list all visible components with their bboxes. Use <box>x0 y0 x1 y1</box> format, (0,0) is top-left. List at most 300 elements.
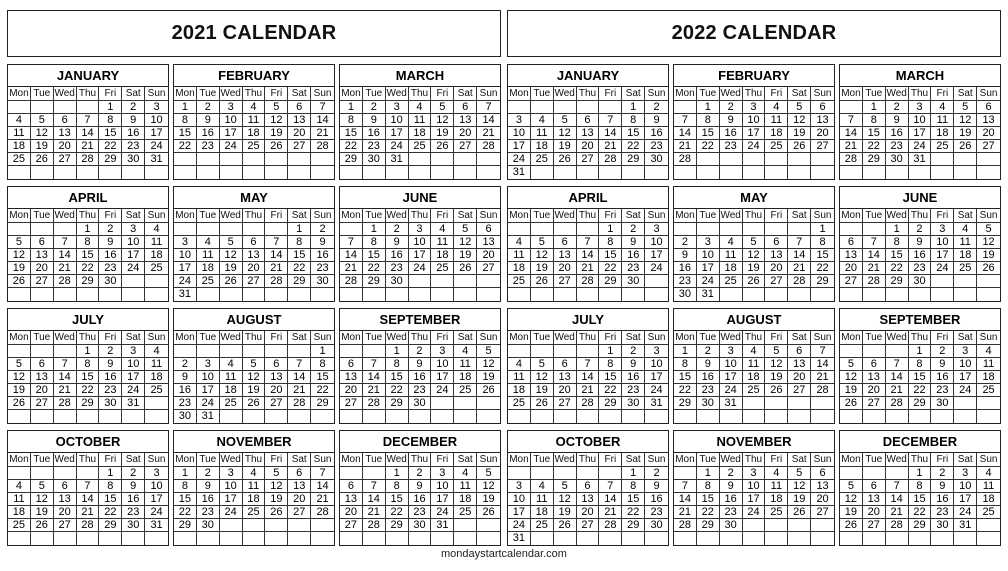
date-cell: 25 <box>454 506 477 518</box>
date-cell: 20 <box>863 506 886 518</box>
week-row <box>674 384 834 397</box>
date-cell <box>577 166 600 179</box>
month-card <box>173 186 335 302</box>
date-cell <box>288 166 311 179</box>
date-cell: 16 <box>363 127 386 139</box>
date-cell: 2 <box>174 358 197 370</box>
date-cell: 9 <box>720 480 743 492</box>
year-panel-2021 <box>7 10 501 546</box>
weekday-header-row <box>674 87 834 101</box>
weekday-label: Sat <box>788 453 811 466</box>
weekday-label: Mon <box>8 331 31 344</box>
weekday-label: Sun <box>813 454 832 465</box>
date-cell <box>477 532 500 545</box>
weekday-label: Mon <box>508 209 531 222</box>
date-cell: 8 <box>363 236 386 248</box>
week-row <box>840 467 1000 480</box>
date-cell: 20 <box>816 493 829 505</box>
date-cell: 8 <box>622 114 645 126</box>
date-cell: 19 <box>454 249 477 261</box>
date-cell <box>431 532 454 545</box>
week-row <box>174 101 334 114</box>
date-cell <box>145 532 168 545</box>
week-row <box>840 249 1000 262</box>
date-cell: 1 <box>386 345 409 357</box>
weekday-label: Sat <box>288 453 311 466</box>
week-row <box>8 262 168 275</box>
week-row <box>8 127 168 140</box>
weekday-label: Tue <box>531 87 554 100</box>
date-cell <box>363 532 386 545</box>
date-cell: 23 <box>197 506 220 518</box>
date-cell <box>531 467 554 479</box>
weekday-label: Sun <box>647 332 666 343</box>
date-cell: 3 <box>909 101 932 113</box>
date-cell: 6 <box>454 101 477 113</box>
week-row <box>174 371 334 384</box>
date-cell: 10 <box>508 127 531 139</box>
date-cell: 19 <box>31 140 54 152</box>
date-cell <box>508 410 531 423</box>
week-row <box>340 371 500 384</box>
date-cell: 22 <box>316 384 329 396</box>
date-cell: 13 <box>577 493 600 505</box>
date-cell: 26 <box>788 140 811 152</box>
weekday-label: Sun <box>147 332 166 343</box>
date-cell: 30 <box>409 519 432 531</box>
date-cell: 28 <box>840 153 863 165</box>
date-cell: 9 <box>386 236 409 248</box>
weekday-label: Thu <box>77 209 100 222</box>
week-row <box>174 288 334 301</box>
weekday-label: Sat <box>622 87 645 100</box>
weekday-label: Wed <box>220 332 241 343</box>
weekday-label: Sun <box>313 332 332 343</box>
date-cell: 15 <box>622 127 645 139</box>
date-cell: 2 <box>122 101 145 113</box>
date-cell: 31 <box>954 519 977 531</box>
date-cell: 19 <box>788 127 811 139</box>
date-cell: 22 <box>99 140 122 152</box>
week-row <box>840 223 1000 236</box>
date-cell: 26 <box>265 506 288 518</box>
date-cell: 1 <box>99 101 122 113</box>
week-row <box>674 371 834 384</box>
date-cell: 6 <box>340 480 363 492</box>
date-cell: 9 <box>674 249 697 261</box>
date-cell: 20 <box>54 506 77 518</box>
date-cell <box>122 288 145 301</box>
date-cell: 19 <box>765 371 788 383</box>
date-cell: 11 <box>454 480 477 492</box>
date-cell: 11 <box>243 114 266 126</box>
weekday-header-row <box>674 453 834 467</box>
week-row <box>674 532 834 545</box>
weekday-label: Wed <box>554 454 575 465</box>
date-cell: 18 <box>531 506 554 518</box>
date-cell: 22 <box>77 384 100 396</box>
month-card <box>673 308 835 424</box>
date-cell: 3 <box>122 345 145 357</box>
date-cell <box>8 288 31 301</box>
weekday-header-row <box>674 331 834 345</box>
date-cell <box>409 288 432 301</box>
weekday-label: Wed <box>54 88 75 99</box>
week-row <box>508 236 668 249</box>
date-cell <box>311 410 334 423</box>
date-cell <box>54 101 77 113</box>
weekday-label: Mon <box>840 87 863 100</box>
date-cell: 25 <box>531 519 554 531</box>
date-cell <box>220 153 243 165</box>
date-cell <box>577 467 600 479</box>
date-cell <box>720 288 743 301</box>
date-cell <box>863 532 886 545</box>
date-cell <box>599 166 622 179</box>
date-cell: 13 <box>54 127 77 139</box>
date-cell: 20 <box>31 384 54 396</box>
date-cell: 12 <box>265 480 288 492</box>
date-cell: 1 <box>363 223 386 235</box>
week-row <box>8 532 168 545</box>
date-cell: 23 <box>99 384 122 396</box>
weekday-label: Tue <box>863 87 886 100</box>
date-cell <box>431 275 454 287</box>
date-cell <box>788 532 811 545</box>
date-cell <box>765 153 788 165</box>
date-cell <box>674 223 697 235</box>
month-name: DECEMBER <box>340 431 500 453</box>
date-cell: 3 <box>508 114 531 126</box>
date-cell: 25 <box>431 262 454 274</box>
date-cell <box>645 166 668 179</box>
week-row <box>674 506 834 519</box>
date-cell: 25 <box>743 384 766 396</box>
date-cell <box>554 532 577 545</box>
date-cell: 31 <box>697 288 720 301</box>
date-cell: 11 <box>508 371 531 383</box>
date-cell: 8 <box>386 480 409 492</box>
date-cell <box>977 288 1000 301</box>
date-cell: 1 <box>319 345 326 357</box>
date-cell: 28 <box>54 397 77 409</box>
month-card <box>839 64 1001 180</box>
week-row <box>508 410 668 423</box>
date-cell: 31 <box>431 519 454 531</box>
date-cell: 4 <box>243 101 266 113</box>
month-card <box>673 430 835 546</box>
week-row <box>508 467 668 480</box>
date-cell: 10 <box>220 480 243 492</box>
date-cell: 25 <box>8 153 31 165</box>
date-cell: 15 <box>674 371 697 383</box>
weekday-label: Wed <box>386 332 407 343</box>
weekday-label: Sat <box>454 453 477 466</box>
weekday-label: Fri <box>265 87 288 100</box>
date-cell: 24 <box>220 140 243 152</box>
date-cell: 12 <box>554 493 577 505</box>
date-cell: 1 <box>909 345 932 357</box>
date-cell: 7 <box>886 358 909 370</box>
weekday-label: Thu <box>77 453 100 466</box>
date-cell <box>220 519 243 531</box>
date-cell <box>599 288 622 301</box>
date-cell: 3 <box>220 467 243 479</box>
date-cell: 29 <box>386 397 409 409</box>
weekday-label: Mon <box>508 453 531 466</box>
date-cell: 4 <box>508 358 531 370</box>
month-name: MAY <box>174 187 334 209</box>
date-cell <box>954 397 977 409</box>
date-cell: 17 <box>150 493 163 505</box>
date-cell: 26 <box>454 262 477 274</box>
date-cell: 30 <box>650 153 663 165</box>
month-card <box>673 186 835 302</box>
date-cell: 26 <box>431 140 454 152</box>
date-cell: 5 <box>265 467 288 479</box>
date-cell <box>363 410 386 423</box>
date-cell: 25 <box>243 140 266 152</box>
date-cell: 25 <box>150 384 163 396</box>
weekday-label: Fri <box>931 453 954 466</box>
week-row <box>674 140 834 153</box>
week-row <box>674 493 834 506</box>
date-cell: 26 <box>482 384 495 396</box>
date-cell <box>674 101 697 113</box>
date-cell: 30 <box>174 410 197 423</box>
date-cell: 16 <box>409 493 432 505</box>
date-cell: 3 <box>743 467 766 479</box>
weekday-label: Fri <box>99 453 122 466</box>
date-cell: 18 <box>431 249 454 261</box>
date-cell <box>431 410 454 423</box>
date-cell: 2 <box>931 467 954 479</box>
date-cell <box>720 532 743 545</box>
date-cell: 4 <box>531 480 554 492</box>
month-name: APRIL <box>508 187 668 209</box>
date-cell: 23 <box>720 506 743 518</box>
date-cell: 7 <box>599 480 622 492</box>
date-cell: 6 <box>54 114 77 126</box>
week-row <box>174 275 334 288</box>
date-cell: 30 <box>720 519 743 531</box>
week-row <box>340 506 500 519</box>
date-cell: 7 <box>674 480 697 492</box>
date-cell: 14 <box>54 249 77 261</box>
date-cell: 20 <box>816 127 829 139</box>
date-cell: 14 <box>674 493 697 505</box>
weekday-label: Wed <box>220 88 241 99</box>
week-row <box>174 467 334 480</box>
date-cell <box>243 532 266 545</box>
week-row <box>674 114 834 127</box>
date-cell: 31 <box>150 519 163 531</box>
month-name: APRIL <box>8 187 168 209</box>
date-cell: 11 <box>220 371 243 383</box>
date-cell: 6 <box>840 236 863 248</box>
week-row <box>8 101 168 114</box>
date-cell <box>765 288 788 301</box>
weekday-label: Wed <box>720 88 741 99</box>
weekday-label: Sun <box>979 332 998 343</box>
weekday-label: Fri <box>599 331 622 344</box>
date-cell: 16 <box>650 493 663 505</box>
weekday-label: Fri <box>431 87 454 100</box>
date-cell <box>622 532 645 545</box>
date-cell: 13 <box>265 371 288 383</box>
date-cell: 14 <box>54 371 77 383</box>
date-cell <box>720 410 743 423</box>
date-cell: 8 <box>77 236 100 248</box>
date-cell: 5 <box>265 101 288 113</box>
date-cell <box>386 410 409 423</box>
date-cell: 30 <box>122 519 145 531</box>
date-cell <box>54 532 77 545</box>
week-row <box>508 358 668 371</box>
date-cell: 23 <box>697 384 720 396</box>
week-row <box>674 397 834 410</box>
date-cell: 3 <box>174 236 197 248</box>
date-cell <box>840 410 863 423</box>
weekday-label: Thu <box>243 331 266 344</box>
date-cell <box>386 288 409 301</box>
date-cell <box>931 532 954 545</box>
date-cell: 24 <box>508 153 531 165</box>
date-cell: 29 <box>77 275 100 287</box>
date-cell: 10 <box>954 480 977 492</box>
week-row <box>840 519 1000 532</box>
date-cell: 17 <box>197 384 220 396</box>
date-cell <box>54 467 77 479</box>
weekday-label: Wed <box>886 210 907 221</box>
date-cell: 29 <box>674 397 697 409</box>
date-cell <box>886 166 909 179</box>
date-cell: 22 <box>909 384 932 396</box>
date-cell: 29 <box>174 519 197 531</box>
week-row <box>340 153 500 166</box>
month-card <box>839 186 1001 302</box>
date-cell <box>288 410 311 423</box>
date-cell: 26 <box>554 519 577 531</box>
week-row <box>840 493 1000 506</box>
weekday-label: Tue <box>363 87 386 100</box>
date-cell: 25 <box>954 262 977 274</box>
date-cell: 12 <box>554 127 577 139</box>
date-cell: 8 <box>319 358 326 370</box>
weekday-label: Wed <box>386 454 407 465</box>
date-cell <box>840 345 863 357</box>
date-cell: 29 <box>599 275 622 287</box>
date-cell: 28 <box>577 397 600 409</box>
date-cell: 25 <box>409 140 432 152</box>
date-cell <box>645 532 668 545</box>
date-cell: 15 <box>863 127 886 139</box>
date-cell: 13 <box>454 114 477 126</box>
weekday-label: Fri <box>765 209 788 222</box>
date-cell: 19 <box>840 506 863 518</box>
weekday-label: Thu <box>909 87 932 100</box>
date-cell <box>174 532 197 545</box>
date-cell <box>99 166 122 179</box>
date-cell <box>454 410 477 423</box>
month-name: AUGUST <box>674 309 834 331</box>
weekday-label: Mon <box>840 209 863 222</box>
date-cell: 24 <box>386 140 409 152</box>
date-cell: 1 <box>340 101 363 113</box>
weekday-label: Mon <box>8 453 31 466</box>
date-cell: 2 <box>386 223 409 235</box>
weekday-header-row <box>508 453 668 467</box>
week-row <box>674 410 834 423</box>
date-cell: 17 <box>508 140 531 152</box>
date-cell <box>340 467 363 479</box>
weekday-label: Tue <box>31 331 54 344</box>
date-cell <box>840 532 863 545</box>
month-name: SEPTEMBER <box>340 309 500 331</box>
date-cell <box>531 345 554 357</box>
date-cell: 10 <box>931 236 954 248</box>
date-cell: 10 <box>954 358 977 370</box>
date-cell: 31 <box>650 397 663 409</box>
date-cell: 11 <box>8 493 31 505</box>
date-cell: 6 <box>765 236 788 248</box>
week-row <box>840 127 1000 140</box>
date-cell <box>220 410 243 423</box>
weekday-label: Mon <box>674 453 697 466</box>
week-row <box>340 467 500 480</box>
date-cell <box>288 345 311 357</box>
date-cell <box>197 153 220 165</box>
date-cell: 4 <box>765 467 788 479</box>
date-cell <box>243 410 266 423</box>
weekday-label: Thu <box>577 453 600 466</box>
date-cell <box>743 410 766 423</box>
date-cell: 27 <box>340 397 363 409</box>
date-cell: 13 <box>840 249 863 261</box>
date-cell: 11 <box>765 114 788 126</box>
date-cell: 12 <box>482 358 495 370</box>
weekday-header-row <box>508 331 668 345</box>
date-cell: 7 <box>886 480 909 492</box>
week-row <box>508 288 668 301</box>
week-row <box>340 223 500 236</box>
weekday-header-row <box>174 453 334 467</box>
date-cell: 25 <box>220 397 243 409</box>
date-cell: 8 <box>674 358 697 370</box>
date-cell: 3 <box>431 345 454 357</box>
date-cell: 4 <box>197 236 220 248</box>
months-grid <box>7 64 501 546</box>
date-cell: 30 <box>99 275 122 287</box>
date-cell <box>145 397 168 409</box>
week-row <box>8 371 168 384</box>
date-cell <box>31 101 54 113</box>
date-cell <box>531 223 554 235</box>
date-cell: 5 <box>8 236 31 248</box>
date-cell: 11 <box>409 114 432 126</box>
date-cell: 2 <box>674 236 697 248</box>
week-row <box>840 506 1000 519</box>
date-cell <box>554 467 577 479</box>
date-cell <box>622 288 645 301</box>
date-cell: 27 <box>863 519 886 531</box>
week-row <box>508 114 668 127</box>
weekday-header-row <box>340 331 500 345</box>
date-cell: 31 <box>150 153 163 165</box>
date-cell <box>954 166 977 179</box>
date-cell: 4 <box>720 236 743 248</box>
date-cell: 20 <box>577 140 600 152</box>
